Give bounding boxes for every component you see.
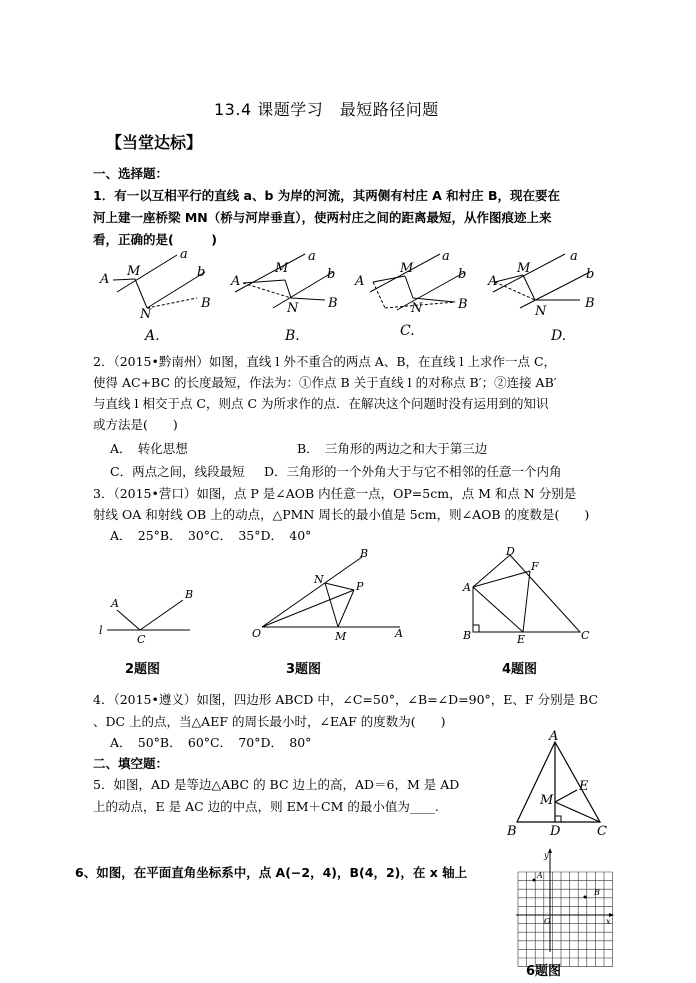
q3-options: A． 25°B． 30°C． 35°D． 40° (110, 528, 312, 543)
q1c-label-B: B (458, 297, 468, 312)
fig2-label-B: B (185, 588, 194, 601)
q1b-label-A: A (231, 274, 241, 289)
fig4-label-F: F (531, 560, 539, 573)
q1c-label-M: M (400, 261, 414, 276)
q1-line3: 看，正确的是( ) (93, 232, 217, 247)
section-heading: 【当堂达标】 (106, 133, 203, 152)
q1-line1: 1．有一以互相平行的直线 a、b 为岸的河流，其两侧有村庄 A 和村庄 B，现在要在 (93, 188, 561, 203)
part1-heading: 一、选择题： (93, 166, 169, 181)
q4-line2: 、DC 上的点，当△AEF 的周长最小时，∠EAF 的度数为( ) (93, 714, 446, 729)
q1a-label-B: B (201, 296, 211, 311)
q2-line1: 2．（2015•黔南州）如图，直线 l 外不重合的两点 A、B，在直线 l 上求作一点 C， (93, 354, 557, 369)
q1c-label-b: b (458, 267, 467, 282)
fig2-label-A: A (111, 597, 119, 610)
q1d-label-A: A (488, 274, 498, 289)
fig5-label-B: B (507, 824, 517, 839)
q5-line2: 上的动点，E 是 AC 边的中点，则 EM＋CM 的最小值为____. (93, 799, 439, 814)
fig3-label-M: M (335, 630, 347, 643)
q1-option-b: B. (285, 328, 300, 344)
part2-heading: 二、填空题： (93, 756, 169, 771)
fig3-label-A: A (395, 627, 403, 640)
q5-line1: 5．如图，AD 是等边△ABC 的 BC 边上的高，AD＝6，M 是 AD (93, 777, 460, 792)
q1c-label-N: N (411, 301, 423, 316)
figure-3 (250, 545, 410, 645)
figure-6 (510, 848, 620, 958)
q1b-label-b: b (327, 267, 336, 282)
page-title: 13.4 课题学习 最短路径问题 (214, 100, 439, 119)
fig5-label-A: A (549, 729, 559, 744)
fig5-label-M: M (540, 793, 554, 808)
q2-option-c: C．两点之间，线段最短 (110, 464, 245, 479)
q2-option-a: A． 转化思想 (110, 441, 188, 456)
q1-figures (95, 247, 605, 345)
fig5-label-D: D (550, 824, 561, 839)
q1d-label-b: b (586, 267, 595, 282)
q1c-label-A: A (355, 274, 365, 289)
q1-option-d: D. (551, 328, 567, 344)
q2-option-d: D．三角形的一个外角大于与它不相邻的任意一个内角 (264, 464, 562, 479)
q1d-label-N: N (535, 304, 547, 319)
q2-option-b: B． 三角形的两边之和大于第三边 (297, 441, 488, 456)
fig6-label-y: y (544, 851, 549, 860)
fig6-label-B: B (594, 888, 600, 897)
fig5-label-E: E (579, 779, 589, 794)
q1d-label-a: a (570, 249, 578, 264)
q3-line1: 3．（2015•营口）如图，点 P 是∠AOB 内任意一点，OP=5cm，点 M 和点 N 分别是 (93, 486, 577, 501)
figure-3-caption: 3题图 (286, 662, 322, 677)
figure-4-caption: 4题图 (502, 662, 538, 677)
q1-line2: 河上建一座桥梁 MN（桥与河岸垂直），使两村庄之间的距离最短，从作图痕迹上来 (93, 210, 552, 225)
fig4-label-B: B (463, 629, 472, 642)
figure-2-caption: 2题图 (125, 662, 161, 677)
q1c-label-a: a (442, 249, 450, 264)
q3-line2: 射线 OA 和射线 OB 上的动点，△PMN 周长的最小值是 5cm，则∠AOB 的度数是( ) (93, 507, 590, 522)
q2-line4: 或方法是( ) (93, 417, 178, 432)
fig4-label-C: C (581, 629, 590, 642)
figure-5 (505, 730, 615, 840)
q2-line3: 与直线 l 相交于点 C，则点 C 为所求作的点．在解决这个问题时没有运用到的知识 (93, 396, 549, 411)
q1d-label-B: B (585, 296, 595, 311)
q1a-label-b: b (197, 265, 206, 280)
q1a-label-a: a (180, 247, 188, 262)
fig6-label-x: x (606, 917, 611, 926)
q1-option-a: A. (145, 328, 160, 344)
q1b-label-a: a (308, 249, 316, 264)
q1b-label-M: M (275, 261, 289, 276)
fig4-label-D: D (506, 545, 515, 558)
q1a-label-A: A (100, 272, 110, 287)
fig5-label-C: C (597, 824, 607, 839)
figure-6-caption: 6题图 (526, 964, 562, 979)
fig4-label-A: A (463, 581, 471, 594)
q4-options: A． 50°B． 60°C． 70°D． 80° (110, 735, 312, 750)
fig6-label-A: A (537, 871, 543, 880)
q1-figure-a (113, 255, 205, 308)
fig2-label-l: l (99, 624, 103, 637)
fig3-label-B: B (360, 547, 369, 560)
q1b-label-N: N (287, 301, 299, 316)
q2-line2: 使得 AC+BC 的长度最短，作法为：①作点 B 关于直线 l 的对称点 B′；②连接 AB′ (93, 375, 557, 390)
fig3-label-P: P (356, 580, 364, 593)
fig6-label-O: O (544, 917, 551, 926)
q1a-label-M: M (127, 264, 141, 279)
q1d-label-M: M (517, 261, 531, 276)
fig4-label-E: E (517, 633, 526, 646)
figure-4 (455, 545, 595, 645)
fig3-label-O: O (252, 627, 262, 640)
q6-line1: 6、如图，在平面直角坐标系中，点 A(−2，4)，B(4，2)，在 x 轴上 (75, 865, 468, 880)
q1-option-c: C. (400, 323, 415, 339)
q1a-label-N: N (140, 307, 152, 322)
figure-2 (95, 580, 205, 650)
fig2-label-C: C (137, 633, 146, 646)
q1b-label-B: B (328, 296, 338, 311)
fig3-label-N: N (314, 573, 324, 586)
q4-line1: 4．（2015•遵义）如图，四边形 ABCD 中，∠C=50°，∠B=∠D=90°，E、F 分别是 BC (93, 692, 599, 707)
